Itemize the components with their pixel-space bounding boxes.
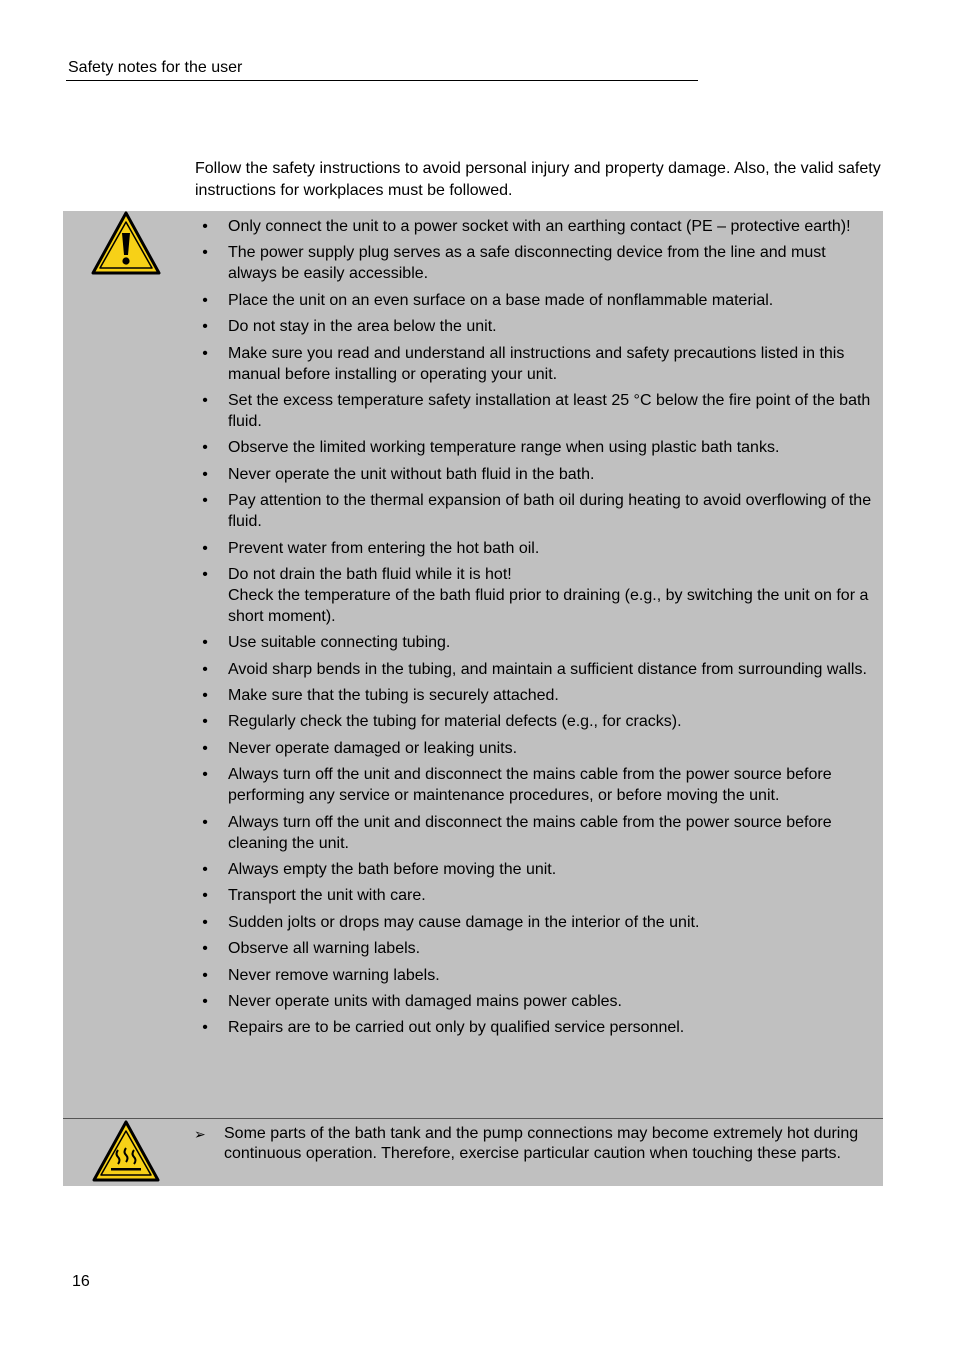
bullet-icon: • bbox=[202, 887, 208, 905]
bullet-icon: • bbox=[202, 565, 208, 583]
safety-item-text: Never operate damaged or leaking units. bbox=[228, 739, 518, 757]
safety-item-text: Sudden jolts or drops may cause damage in the interior of the unit. bbox=[228, 913, 700, 931]
hot-surface-item-text: Some parts of the bath tank and the pump connections may become extremely hot during continuous operation. Therefore, exercise particular caution when touching these parts. bbox=[224, 1125, 859, 1162]
bullet-icon: • bbox=[202, 861, 208, 879]
safety-item-text: Observe the limited working temperature range when using plastic bath tanks. bbox=[228, 439, 780, 457]
safety-item-text: Place the unit on an even surface on a base made of nonflammable material. bbox=[228, 291, 774, 309]
safety-item bbox=[202, 764, 878, 806]
bullet-icon: • bbox=[202, 660, 208, 678]
bullet-icon: • bbox=[202, 465, 208, 483]
bullet-icon: • bbox=[202, 940, 208, 958]
safety-item bbox=[202, 711, 878, 732]
safety-item-text: Only connect the unit to a power socket with an earthing contact (PE – protective earth)! bbox=[228, 218, 851, 235]
bullet-icon: • bbox=[202, 739, 208, 757]
safety-item bbox=[202, 632, 878, 653]
safety-item-text: Observe all warning labels. bbox=[228, 940, 421, 958]
intro-paragraph: Follow the safety instructions to avoid personal injury and property damage. Also, the valid safety instructions for workplaces must be followed. bbox=[195, 160, 881, 199]
safety-item-text: Do not drain the bath fluid while it is hot! bbox=[228, 565, 512, 583]
hot-surface-item bbox=[194, 1124, 878, 1164]
safety-item-text: Never operate the unit without bath fluid in the bath. bbox=[228, 465, 595, 483]
bullet-icon: • bbox=[202, 813, 208, 831]
hot-surface-list bbox=[194, 1124, 878, 1164]
safety-item-text: Make sure that the tubing is securely attached. bbox=[228, 687, 559, 705]
bullet-icon: • bbox=[202, 539, 208, 557]
safety-item bbox=[202, 538, 878, 559]
safety-item bbox=[202, 242, 878, 284]
general-warning-box bbox=[63, 211, 883, 1118]
bullet-icon: • bbox=[202, 218, 208, 235]
safety-item bbox=[202, 390, 878, 432]
safety-item bbox=[202, 343, 878, 385]
safety-item bbox=[202, 1017, 878, 1038]
safety-item bbox=[202, 991, 878, 1012]
safety-item-text: Avoid sharp bends in the tubing, and maintain a sufficient distance from surrounding walls. bbox=[228, 660, 867, 678]
bullet-icon: • bbox=[202, 634, 208, 652]
safety-item-text: Transport the unit with care. bbox=[228, 887, 426, 905]
safety-item bbox=[202, 685, 878, 706]
safety-item bbox=[202, 564, 878, 627]
safety-item bbox=[202, 885, 878, 906]
safety-item-text: Do not stay in the area below the unit. bbox=[228, 318, 497, 336]
bullet-icon: • bbox=[202, 391, 208, 409]
bullet-icon: • bbox=[202, 713, 208, 731]
safety-item bbox=[202, 216, 878, 237]
safety-item-text: Never remove warning labels. bbox=[228, 966, 440, 984]
safety-item-text: Always turn off the unit and disconnect the mains cable from the power source before cleaning the unit. bbox=[228, 813, 832, 852]
bullet-icon: • bbox=[202, 492, 208, 510]
safety-item-text: The power supply plug serves as a safe disconnecting device from the line and must always be easily accessible. bbox=[228, 244, 826, 283]
safety-item bbox=[202, 490, 878, 532]
bullet-icon: • bbox=[202, 344, 208, 362]
safety-item-text: Always turn off the unit and disconnect the mains cable from the power source before performing any service or maintenance procedures, or before moving the unit. bbox=[228, 766, 832, 805]
safety-item bbox=[202, 316, 878, 337]
safety-item bbox=[202, 938, 878, 959]
safety-item-text: Set the excess temperature safety installation at least 25 °C below the fire point of the bath fluid. bbox=[228, 391, 871, 430]
bullet-icon: • bbox=[202, 291, 208, 309]
bullet-icon: • bbox=[202, 966, 208, 984]
hot-surface-warning-box bbox=[63, 1118, 883, 1186]
bullet-icon: • bbox=[202, 244, 208, 262]
bullet-icon: • bbox=[202, 318, 208, 336]
bullet-icon: • bbox=[202, 439, 208, 457]
safety-item-text: Always empty the bath before moving the unit. bbox=[228, 861, 557, 879]
safety-item bbox=[202, 464, 878, 485]
hot-surface-icon bbox=[92, 1120, 160, 1182]
safety-item-text: Prevent water from entering the hot bath oil. bbox=[228, 539, 540, 557]
header-title: Safety notes for the user bbox=[68, 59, 243, 76]
safety-item-text: Regularly check the tubing for material defects (e.g., for cracks). bbox=[228, 713, 682, 731]
bullet-icon: • bbox=[202, 766, 208, 784]
bullet-icon: • bbox=[202, 687, 208, 705]
safety-item bbox=[202, 965, 878, 986]
safety-item-text: Repairs are to be carried out only by qualified service personnel. bbox=[228, 1019, 685, 1037]
safety-item-text: Make sure you read and understand all instructions and safety precautions listed in this manual before installing or operating your unit. bbox=[228, 344, 845, 383]
safety-item bbox=[202, 437, 878, 458]
safety-item bbox=[202, 859, 878, 880]
safety-list bbox=[202, 216, 878, 1044]
page-number: 16 bbox=[72, 1273, 90, 1290]
bullet-icon: • bbox=[202, 1019, 208, 1037]
safety-item-text: Use suitable connecting tubing. bbox=[228, 634, 451, 652]
safety-item-text: Pay attention to the thermal expansion of bath oil during heating to avoid overflowing of the fluid. bbox=[228, 492, 872, 531]
safety-item-text: Never operate units with damaged mains power cables. bbox=[228, 992, 622, 1010]
safety-item-text: Check the temperature of the bath fluid prior to draining (e.g., by switching the unit on for a short moment). bbox=[228, 586, 869, 625]
arrow-bullet-icon: ➢ bbox=[194, 1126, 206, 1142]
warning-triangle-icon bbox=[91, 211, 161, 275]
bullet-icon: • bbox=[202, 992, 208, 1010]
page-header bbox=[66, 58, 698, 81]
safety-item bbox=[202, 912, 878, 933]
safety-item bbox=[202, 290, 878, 311]
bullet-icon: • bbox=[202, 913, 208, 931]
safety-item bbox=[202, 738, 878, 759]
safety-item bbox=[202, 659, 878, 680]
safety-item bbox=[202, 812, 878, 854]
